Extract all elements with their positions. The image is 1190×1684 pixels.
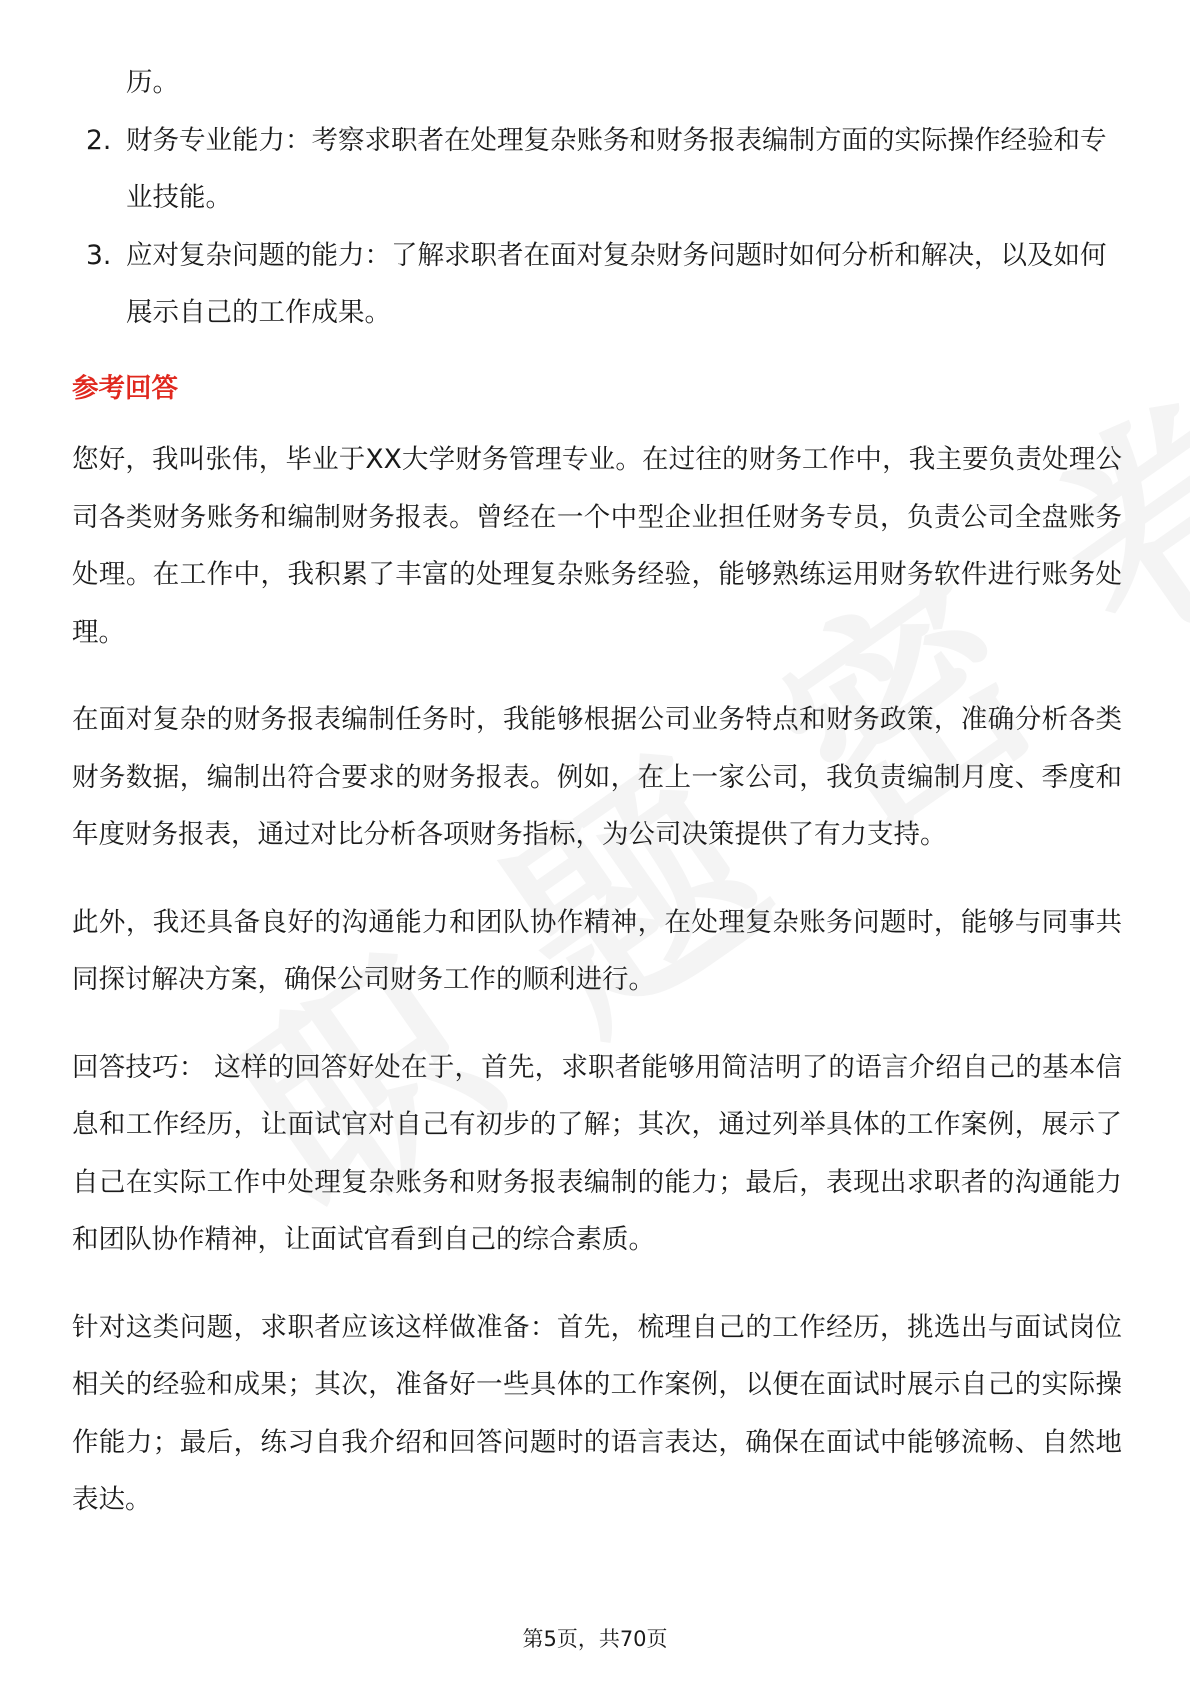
page-number: 第5页，共70页 <box>522 1627 668 1651</box>
list-item-text: 应对复杂问题的能力：了解求职者在面对复杂财务问题时如何分析和解决，以及如何展示自己的工作成果。 <box>126 239 1107 328</box>
list-item-text: 财务专业能力：考察求职者在处理复杂账务和财务报表编制方面的实际操作经验和专业技能。 <box>126 124 1107 213</box>
paragraph: 回答技巧： 这样的回答好处在于，首先，求职者能够用简洁明了的语言介绍自己的基本信息和工作经历，让面试官对自己有初步的了解；其次，通过列举具体的工作案例，展示了自己在实际工作中处理复杂账务和财务报表编制的能力；最后，表现出求职者的沟通能力和团队协作精神，让面试官看到自己的综合素质。 <box>72 1051 1122 1255</box>
page-content <box>72 54 1122 1529</box>
paragraph: 此外，我还具备良好的沟通能力和团队协作精神，在处理复杂账务问题时，能够与同事共同探讨解决方案，确保公司财务工作的顺利进行。 <box>72 906 1122 995</box>
section-heading: 参考回答 <box>72 372 178 404</box>
paragraph: 在面对复杂的财务报表编制任务时，我能够根据公司业务特点和财务政策，准确分析各类财务数据，编制出符合要求的财务报表。例如，在上一家公司，我负责编制月度、季度和年度财务报表，通过对比分析各项财务指标，为公司决策提供了有力支持。 <box>72 704 1122 850</box>
paragraph: 针对这类问题，求职者应该这样做准备：首先，梳理自己的工作经历，挑选出与面试岗位相关的经验和成果；其次，准备好一些具体的工作案例，以便在面试时展示自己的实际操作能力；最后，练习自我介绍和回答问题时的语言表达，确保在面试中能够流畅、自然地表达。 <box>72 1311 1122 1515</box>
list-item-number: 2. <box>86 124 112 156</box>
numbered-list <box>72 112 1122 342</box>
list-item-number: 3. <box>86 239 112 271</box>
paragraph: 您好，我叫张伟，毕业于XX大学财务管理专业。在过往的财务工作中，我主要负责处理公司各类财务账务和编制财务报表。曾经在一个中型企业担任财务专员，负责公司全盘账务处理。在工作中，我积累了丰富的处理复杂账务经验，能够熟练运用财务软件进行账务处理。 <box>72 444 1122 648</box>
list-item <box>72 112 1122 227</box>
continuation-text: 历。 <box>126 67 179 98</box>
list-item <box>72 227 1122 342</box>
